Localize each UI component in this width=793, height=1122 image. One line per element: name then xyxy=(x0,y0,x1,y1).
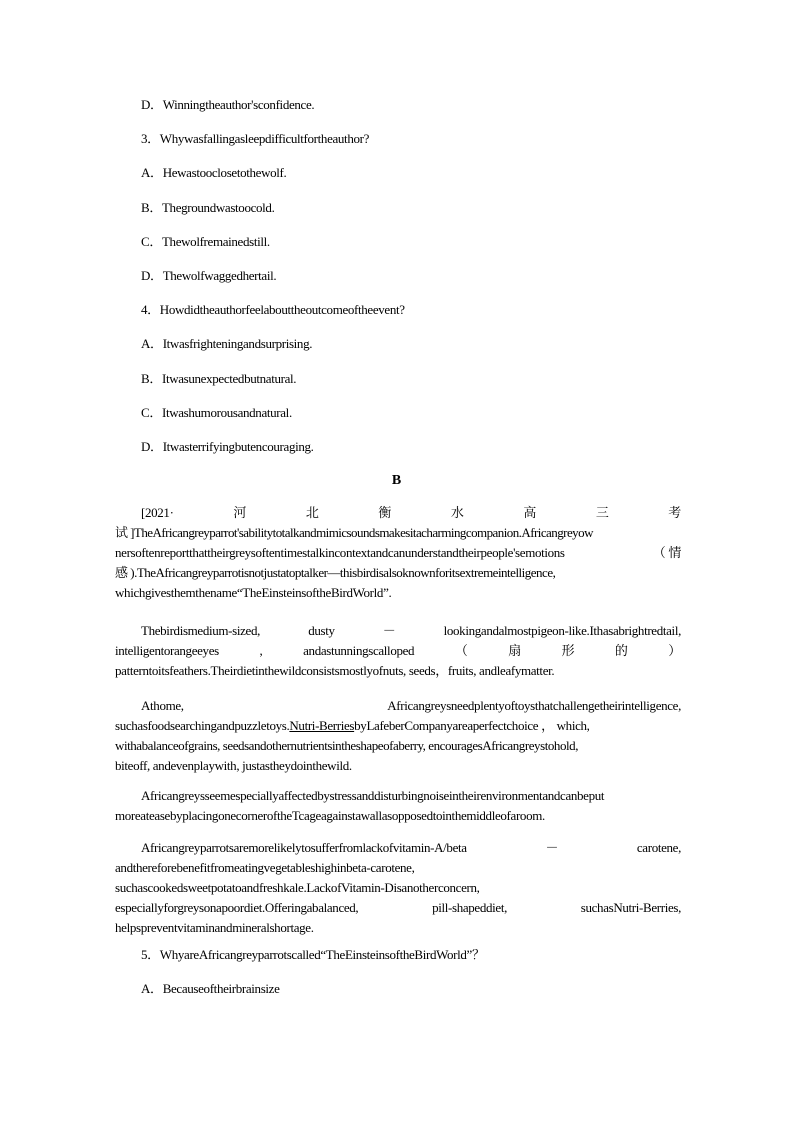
paragraph-5-line-3: suchascookedsweetpotatoandfreshkale.LackofVitamin-Disanotherconcern, xyxy=(115,880,480,895)
paragraph-3 xyxy=(115,696,681,776)
text-run: Athome, xyxy=(141,698,184,713)
q3-option-b: B．Thegroundwastoocold. xyxy=(141,200,275,215)
paragraph-2-line-2 xyxy=(115,641,681,661)
text-run: 扇 xyxy=(508,643,521,658)
paragraph-4-line-2: moreateasebyplacingonecorneroftheTcageagainstawallasopposedtointhemiddleofaroom. xyxy=(115,808,545,823)
source-char: 三 xyxy=(595,505,609,520)
paragraph-1-line-4: 感 ).TheAfricangreyparrotisnotjustatoptalker—thisbirdisalsoknownforitsextremeintelligence, xyxy=(115,565,556,580)
paragraph-2-line-3: patterntoitsfeathers.Theirdietinthewildconsistsmostlyofnuts, seeds，fruits, andleafymatter. xyxy=(115,663,555,678)
paragraph-1-line-3 xyxy=(115,543,681,563)
text-run: － xyxy=(545,840,559,855)
text-run: carotene, xyxy=(636,840,681,855)
text-run: 形 xyxy=(561,643,575,658)
text-run: suchasfoodsearchingandpuzzletoys. xyxy=(115,718,290,733)
paragraph-4-line-1: Africangreysseemespeciallyaffectedbystressanddisturbingnoiseintheirenvironmentandcanbeput xyxy=(141,788,605,803)
paragraph-1-line-5: whichgivesthemthename“TheEinsteinsoftheBirdWorld”. xyxy=(115,585,392,600)
paragraph-1-line-1 xyxy=(141,503,681,523)
source-char: 北 xyxy=(305,505,319,520)
paragraph-3-line-4: biteoff, andevenplaywith, justastheydointhewild. xyxy=(115,758,352,773)
q5-stem: 5．WhyareAfricangreyparrotscalled“TheEinsteinsoftheBirdWorld”？ xyxy=(141,947,485,962)
text-run: especiallyforgreysonapoordiet.Offeringabalanced, xyxy=(115,900,359,915)
q4-option-d: D．Itwasterrifyingbutencouraging. xyxy=(141,439,314,454)
source-year: [2021· xyxy=(141,505,174,520)
paragraph-1 xyxy=(115,503,681,603)
q5-option-a: A．Becauseoftheirbrainsize xyxy=(141,981,280,996)
q4-option-b: B．Itwasunexpectedbutnatural. xyxy=(141,371,297,386)
source-char: 高 xyxy=(523,505,536,520)
q3-option-c: C．Thewolfremainedstill. xyxy=(141,234,270,249)
text-run: pill-shapeddiet, xyxy=(432,900,508,915)
text-run: dusty xyxy=(308,623,335,638)
q4-option-a: A．Itwasfrighteningandsurprising. xyxy=(141,336,313,351)
paragraph-3-line-3: withabalanceofgrains, seedsandothernutrientsintheshapeofaberry, encouragesAfricangreystohold, xyxy=(115,738,579,753)
section-heading: B xyxy=(391,473,402,488)
q4-option-c: C．Itwashumorousandnatural. xyxy=(141,405,292,420)
paragraph-1-line-2: 试 ]TheAfricangreyparrot'sabilitytotalkandmimicsoundsmakesitacharmingcompanion.Africangreyow xyxy=(115,525,593,540)
q3-option-a: A．Hewastooclosetothewolf. xyxy=(141,165,287,180)
text-run: （ xyxy=(454,643,468,658)
text-run: byLafeberCompanyareaperfectchoice ， which, xyxy=(354,718,590,733)
source-char: 考 xyxy=(668,505,681,520)
text-run: 的 xyxy=(614,643,628,658)
text-run: － xyxy=(382,623,396,638)
text-run: Africangreysneedplentyoftoysthatchallengetheirintelligence, xyxy=(387,698,681,713)
paragraph-5 xyxy=(115,838,681,938)
source-char: 河 xyxy=(233,505,247,520)
paragraph-4 xyxy=(115,786,681,826)
q4-stem: 4．Howdidtheauthorfeelabouttheoutcomeoftheevent? xyxy=(141,302,405,317)
text-run: , xyxy=(259,643,263,658)
paragraph-2-line-1 xyxy=(141,621,681,641)
text-run: Africangreyparrotsaremorelikelytosufferfromlackofvitamin-A/beta xyxy=(141,840,467,855)
q3-stem: 3．Whywasfallingasleepdifficultfortheauthor? xyxy=(141,131,370,146)
source-char: 衡 xyxy=(378,505,392,520)
text-run: Thebirdismedium-sized, xyxy=(141,623,261,638)
paragraph-3-line-1 xyxy=(141,696,681,716)
text-run: lookingandalmostpigeon-like.Ithasabrightredtail, xyxy=(443,623,681,638)
q2-option-d: D．Winningtheauthor'sconfidence. xyxy=(141,97,315,112)
paragraph-5-line-4 xyxy=(115,898,681,918)
text-run: andastunningscalloped xyxy=(303,643,415,658)
paragraph-5-line-1 xyxy=(141,838,681,858)
nutri-berries-underlined: Nutri-Berries xyxy=(289,718,355,733)
paragraph-3-line-2 xyxy=(115,716,681,736)
text-run: （ 情 xyxy=(652,545,681,560)
text-run: intelligentorangeeyes xyxy=(115,643,219,658)
text-run: ） xyxy=(668,643,681,658)
text-run: nersoftenreportthattheirgreysoftentimestalkincontextandcanunderstandtheirpeople'semotions xyxy=(115,545,565,560)
q3-option-d: D．Thewolfwaggedhertail. xyxy=(141,268,277,283)
source-char: 水 xyxy=(450,505,464,520)
text-run: suchasNutri-Berries, xyxy=(580,900,681,915)
paragraph-5-line-5: helpspreventvitaminandmineralshortage. xyxy=(115,920,314,935)
paragraph-5-line-2: andthereforebenefitfromeatingvegetableshighinbeta-carotene, xyxy=(115,860,415,875)
paragraph-2 xyxy=(115,621,681,681)
